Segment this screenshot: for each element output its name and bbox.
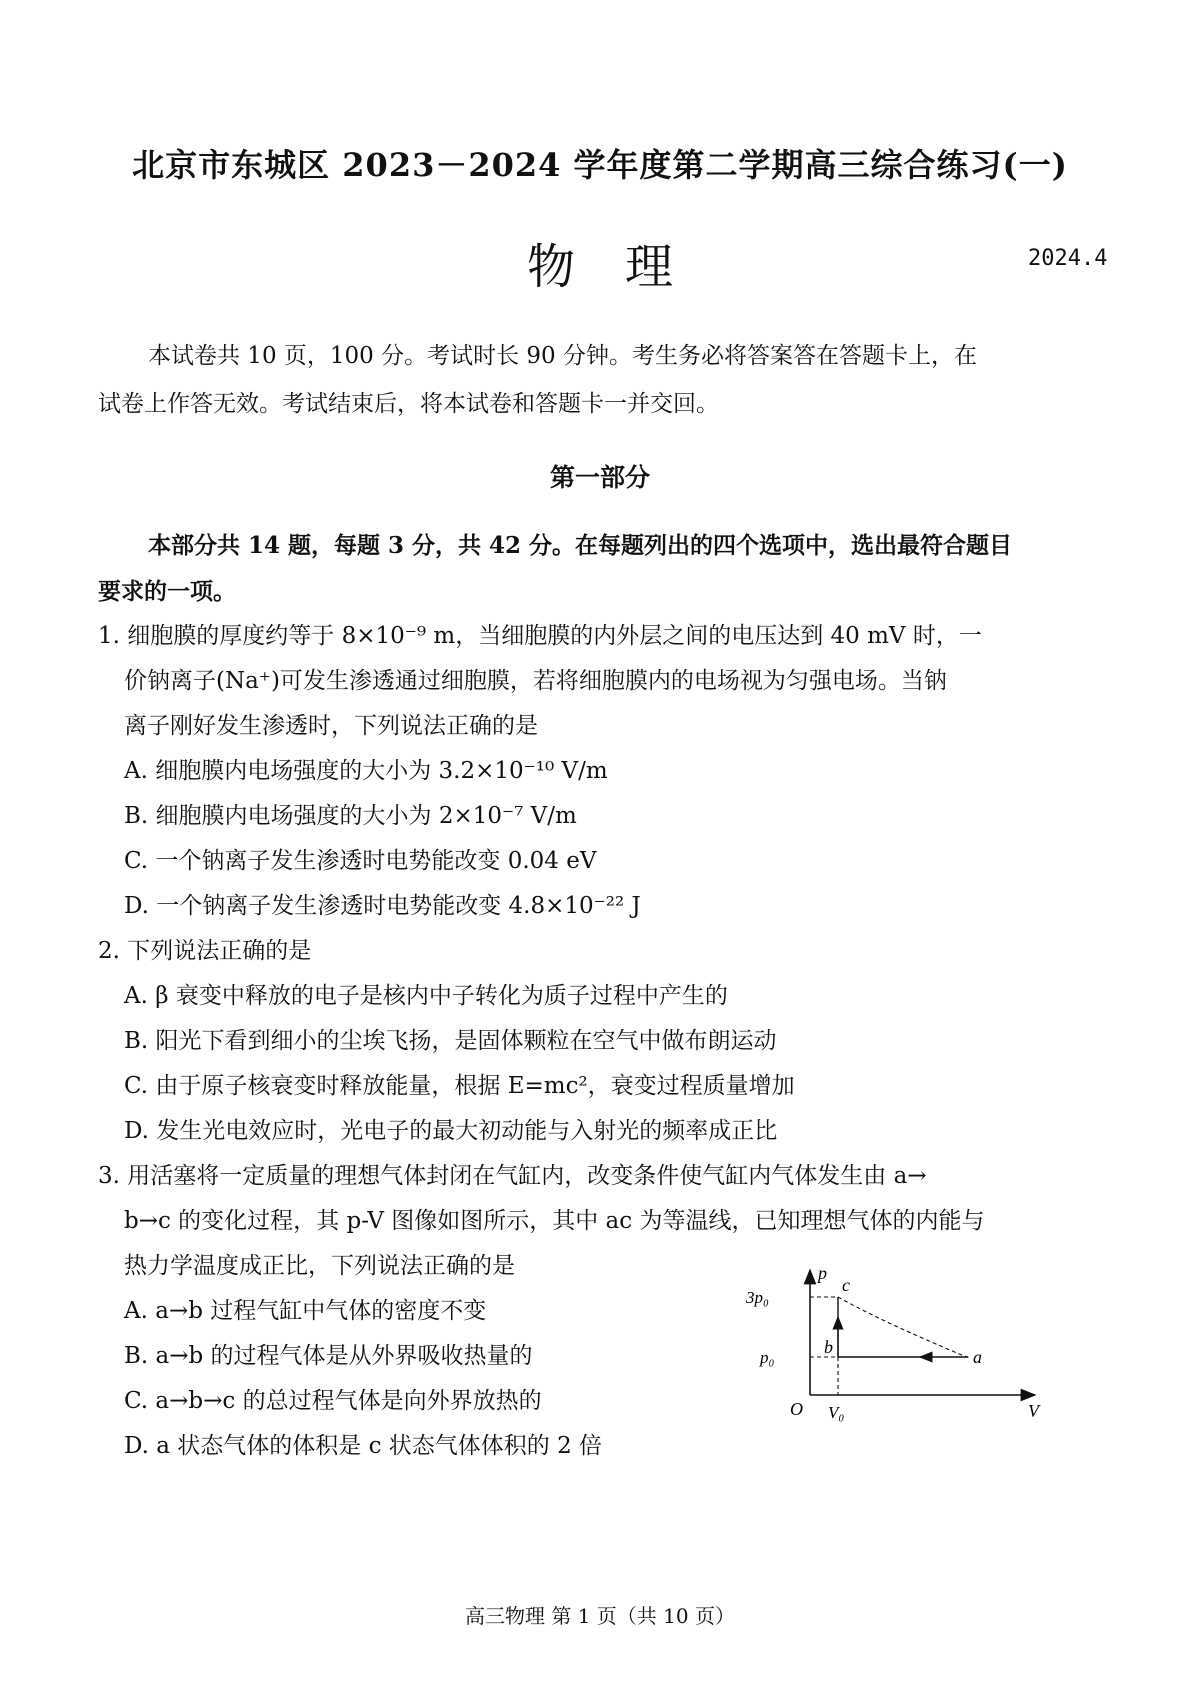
- q2-option-c: C. 由于原子核衰变时释放能量，根据 E=mc²，衰变过程质量增加: [124, 1073, 795, 1099]
- exam-title: 北京市东城区 2023－2024 学年度第二学期高三综合练习(一): [132, 146, 1068, 184]
- section-title: 第一部分: [549, 463, 650, 492]
- page-footer: 高三物理 第 1 页（共 10 页）: [465, 1604, 735, 1628]
- point-b-label: b: [824, 1337, 833, 1357]
- point-a-label: a: [973, 1347, 982, 1367]
- q1-option-b: B. 细胞膜内电场强度的大小为 2×10⁻⁷ V/m: [124, 803, 577, 829]
- subject-title: 物理: [526, 239, 723, 295]
- q3-line-2: b→c 的变化过程，其 p-V 图像如图所示，其中 ac 为等温线，已知理想气体的内能与: [124, 1208, 985, 1234]
- section-instruction-2: 要求的一项。: [98, 578, 236, 605]
- origin-label: O: [790, 1399, 803, 1419]
- q2-option-b: B. 阳光下看到细小的尘埃飞扬，是固体颗粒在空气中做布朗运动: [124, 1028, 777, 1054]
- q3-option-b: B. a→b 的过程气体是从外界吸收热量的: [124, 1343, 533, 1369]
- q1-option-c: C. 一个钠离子发生渗透时电势能改变 0.04 eV: [124, 848, 597, 874]
- intro-line-2: 试卷上作答无效。考试结束后，将本试卷和答题卡一并交回。: [98, 391, 719, 417]
- exam-date: 2024.4: [1028, 246, 1108, 271]
- pv-diagram: [746, 1263, 1050, 1425]
- q3-option-a: A. a→b 过程气缸中气体的密度不变: [124, 1298, 487, 1324]
- label-p0: p₀: [760, 1348, 775, 1367]
- q3-option-c: C. a→b→c 的总过程气体是向外界放热的: [124, 1388, 542, 1414]
- label-v0: V₀: [828, 1403, 845, 1422]
- q1-line-2: 价钠离子(Na⁺)可发生渗透通过细胞膜，若将细胞膜内的电场视为匀强电场。当钠: [124, 668, 947, 694]
- q2-line-1: 2. 下列说法正确的是: [98, 938, 312, 964]
- q1-option-a: A. 细胞膜内电场强度的大小为 3.2×10⁻¹⁰ V/m: [124, 758, 608, 784]
- q3-option-d: D. a 状态气体的体积是 c 状态气体体积的 2 倍: [124, 1433, 603, 1459]
- section-instruction-1: 本部分共 14 题，每题 3 分，共 42 分。在每题列出的四个选项中，选出最符合题目: [148, 532, 1013, 559]
- q3-line-1: 3. 用活塞将一定质量的理想气体封闭在气缸内，改变条件使气缸内气体发生由 a→: [98, 1163, 927, 1189]
- q3-line-3: 热力学温度成正比，下列说法正确的是: [124, 1253, 515, 1279]
- q1-line-3: 离子刚好发生渗透时，下列说法正确的是: [124, 713, 538, 739]
- intro-line-1: 本试卷共 10 页，100 分。考试时长 90 分钟。考生务必将答案答在答题卡上，在: [148, 343, 977, 369]
- q2-option-d: D. 发生光电效应时，光电子的最大初动能与入射光的频率成正比: [124, 1118, 778, 1144]
- p-axis-label: p: [818, 1263, 827, 1283]
- isotherm-curve: [838, 1297, 968, 1357]
- q1-option-d: D. 一个钠离子发生渗透时电势能改变 4.8×10⁻²² J: [124, 893, 641, 919]
- label-3p0: 3p₀: [746, 1288, 769, 1307]
- q1-line-1: 1. 细胞膜的厚度约等于 8×10⁻⁹ m，当细胞膜的内外层之间的电压达到 40 mV 时，一: [98, 623, 982, 649]
- q2-option-a: A. β 衰变中释放的电子是核内中子转化为质子过程中产生的: [124, 983, 728, 1009]
- v-axis-label: V: [1028, 1401, 1039, 1421]
- point-c-label: c: [842, 1275, 850, 1295]
